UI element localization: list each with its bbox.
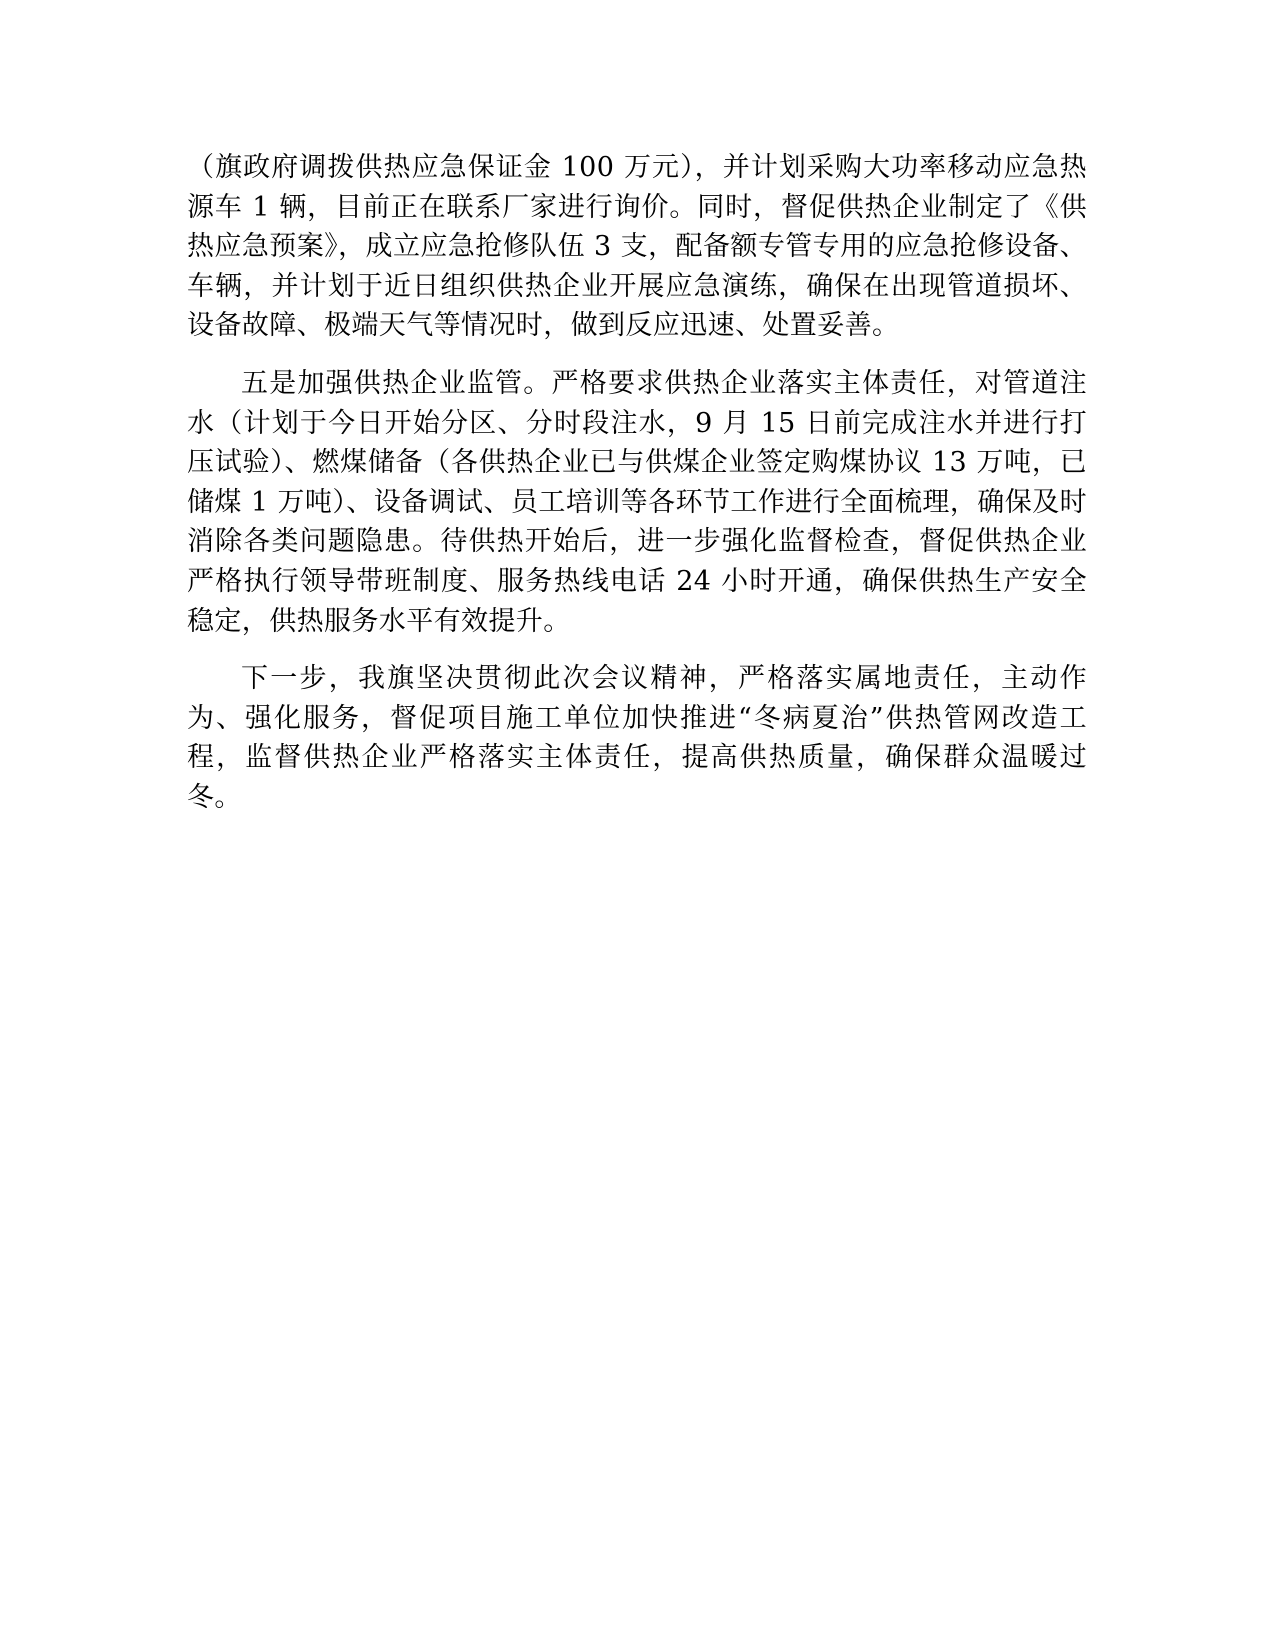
paragraph-enterprise-supervision: 五是加强供热企业监管。严格要求供热企业落实主体责任，对管道注水（计划于今日开始分区、分时段注水，9 月 15 日前完成注水并进行打压试验）、燃煤储备（各供热企业已与供煤企业签定购煤协议 13 万吨，已储煤 1 万吨）、设备调试、员工培训等各环节工作进行全面梳理，确保及时消除各类问题隐患。待供热开始后，进一步强化监督检查，督促供热企业严格执行领导带班制度、服务热线电话 24 小时开通，确保供热生产安全稳定，供热服务水平有效提升。 — [187, 367, 1087, 637]
paragraph-next-steps: 下一步，我旗坚决贯彻此次会议精神，严格落实属地责任，主动作为、强化服务，督促项目施工单位加快推进“冬病夏治”供热管网改造工程，监督供热企业严格落实主体责任，提高供热质量，确保群众温暖过冬。 — [187, 663, 1087, 813]
paragraph-emergency-preparedness: （旗政府调拨供热应急保证金 100 万元），并计划采购大功率移动应急热源车 1 辆，目前正在联系厂家进行询价。同时，督促供热企业制定了《供热应急预案》，成立应急抢修队伍 3 支，配备额专管专用的应急抢修设备、车辆，并计划于近日组织供热企业开展应急演练，确保在出现管道损坏、设备故障、极端天气等情况时，做到反应迅速、处置妥善。 — [187, 152, 1087, 342]
document-body — [187, 148, 1087, 818]
